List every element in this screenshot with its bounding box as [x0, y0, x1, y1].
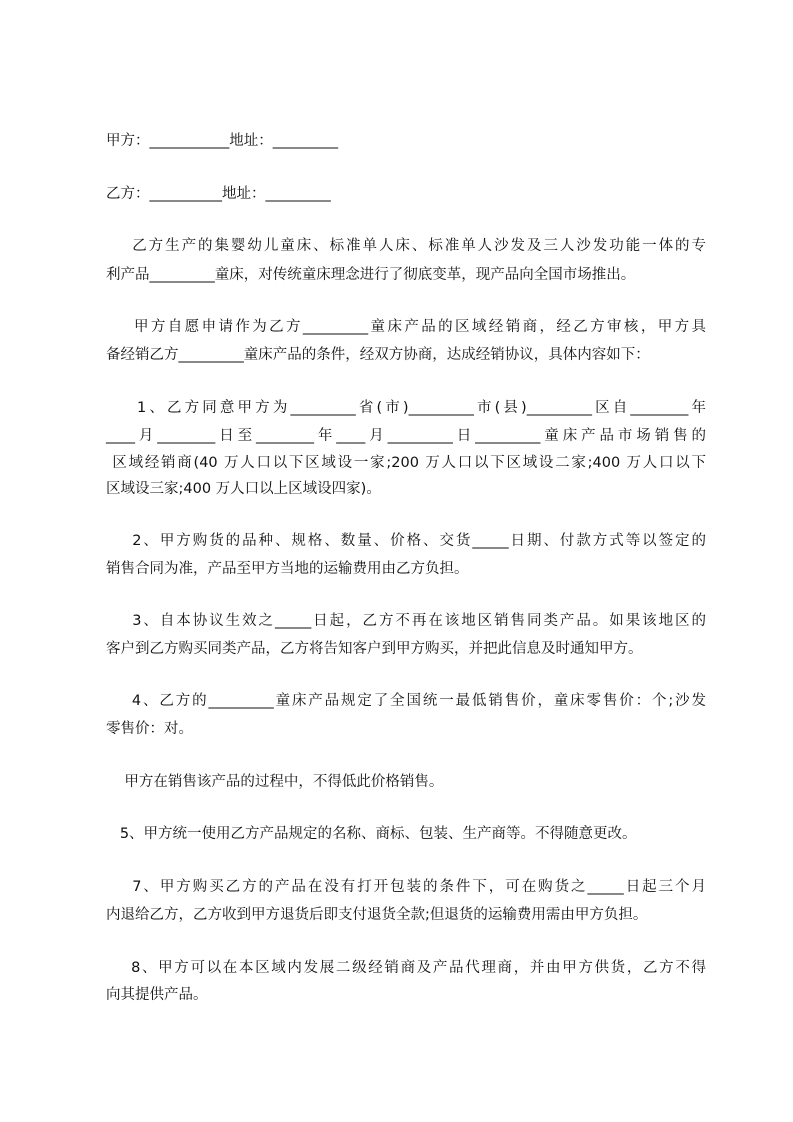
clause2-line-2: 销售合同为准，产品至甲方当地的运输费用由乙方负担。: [106, 561, 469, 577]
clause1-line-3: 区域经销商(40 万人口以下区域设一家;200 万人口以下区域设二家;400 万人口以下: [106, 455, 706, 471]
clause7-line-1: 7、甲方购买乙方的产品在没有打开包装的条件下，可在购货之_____日起三个月: [106, 879, 706, 895]
clause3-line-1: 3、自本协议生效之_____日起，乙方不再在该地区销售同类产品。如果该地区的: [106, 613, 706, 629]
clause4-line-2: 零售价：对。: [106, 721, 193, 737]
clause2-line-1: 2、甲方购货的品种、规格、数量、价格、交货_____日期、付款方式等以签定的: [106, 533, 706, 549]
intro-line-2: 利产品_________童床，对传统童床理念进行了彻底变革，现产品向全国市场推出。: [106, 267, 636, 283]
clause1-line-1: 1、乙方同意甲方为_________省(市)_________市(县)_________区自________年: [106, 400, 706, 416]
party-b-line: 乙方：__________地址：_________: [106, 186, 331, 202]
clause1-line-4: 区域设三家;400 万人口以上区域设四家)。: [106, 481, 381, 497]
clause8-line-2: 向其提供产品。: [106, 987, 208, 1003]
clause7-line-2: 内退给乙方，乙方收到甲方退货后即支付退货全款;但退货的运输费用需由甲方负担。: [106, 907, 648, 923]
clause3-line-2: 客户到乙方购买同类产品，乙方将告知客户到甲方购买，并把此信息及时通知甲方。: [106, 641, 643, 657]
clause5-line: 5、甲方统一使用乙方产品规定的名称、商标、包装、生产商等。不得随意更改。: [106, 826, 637, 842]
party-a-line: 甲方：___________地址：_________: [106, 133, 338, 149]
clause1-line-2: ____月________日至________年____月_________日_________童床产品市场销售的: [106, 428, 706, 444]
clause8-line-1: 8、甲方可以在本区域内发展二级经销商及产品代理商，并由甲方供货，乙方不得: [106, 960, 706, 976]
application-line-2: 备经销乙方_________童床产品的条件，经双方协商，达成经销协议，具体内容如下：: [106, 347, 650, 363]
clause4-note-line: 甲方在销售该产品的过程中，不得低此价格销售。: [106, 774, 444, 790]
intro-line-1: 乙方生产的集婴幼儿童床、标准单人床、标准单人沙发及三人沙发功能一体的专: [106, 238, 706, 254]
application-line-1: 甲方自愿申请作为乙方_________童床产品的区域经销商，经乙方审核，甲方具: [106, 319, 706, 335]
clause4-line-1: 4、乙方的_________童床产品规定了全国统一最低销售价，童床零售价：个;沙发: [106, 693, 706, 709]
